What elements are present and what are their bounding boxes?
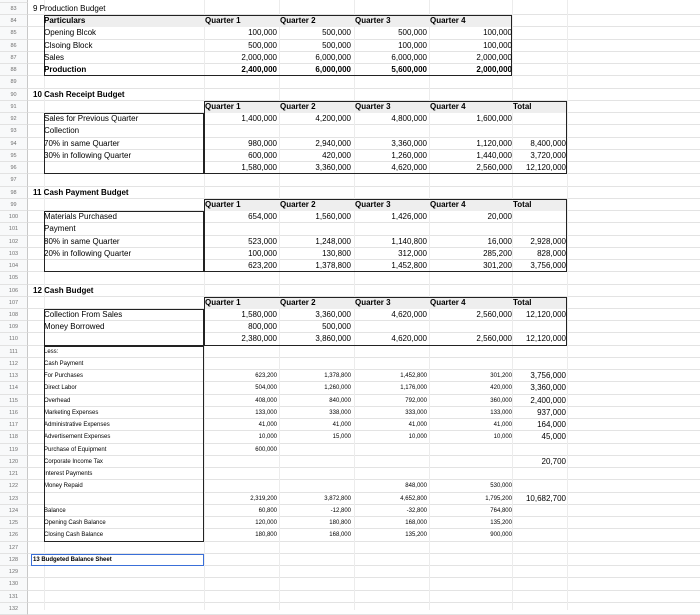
cell[interactable]: Total [513,297,532,307]
cell[interactable]: 2,319,200 [250,495,277,502]
row-header[interactable]: 89 [0,76,28,88]
cell[interactable]: Sales [44,52,65,62]
cell[interactable]: Administrative Expenses [44,422,110,429]
cell[interactable]: 301,200 [490,373,512,380]
grid-row[interactable] [28,76,700,88]
cell[interactable]: 168,000 [329,532,351,539]
cell[interactable]: Quarter 2 [280,101,316,111]
cell[interactable]: 20,700 [541,456,566,466]
cell[interactable]: 792,000 [405,397,427,404]
cell[interactable]: 100,000 [248,28,277,38]
cell[interactable]: 11 Cash Payment Budget [33,187,129,197]
cell[interactable]: 180,800 [255,532,277,539]
cell[interactable]: 1,560,000 [315,212,351,222]
row-header[interactable]: 127 [0,542,28,554]
cell[interactable]: 3,756,000 [530,371,566,381]
cell[interactable]: 6,000,000 [391,52,427,62]
row-header[interactable]: 131 [0,591,28,603]
row-header[interactable]: 111 [0,346,28,358]
cell[interactable]: 623,200 [248,261,277,271]
cell[interactable]: 1,248,000 [315,236,351,246]
cell[interactable]: 12 Cash Budget [33,285,94,295]
cell[interactable]: 5,600,000 [391,65,427,75]
cell[interactable]: Total [513,101,532,111]
cell[interactable]: 1,260,000 [324,385,351,392]
cell[interactable]: Opening Blcok [44,28,97,38]
row-header[interactable]: 113 [0,370,28,382]
cell[interactable]: Collection From Sales [44,310,123,319]
row-header[interactable]: 124 [0,505,28,517]
cell[interactable]: 1,378,800 [324,373,351,380]
cell[interactable]: 3,860,000 [315,334,351,344]
row-header[interactable]: 96 [0,162,28,174]
row-header[interactable]: 88 [0,64,28,76]
row-header[interactable]: 121 [0,468,28,480]
row-header[interactable]: 91 [0,101,28,113]
cell[interactable]: 848,000 [405,483,427,490]
cell[interactable]: 3,360,000 [315,310,351,319]
row-header[interactable]: 104 [0,260,28,272]
cell[interactable]: 100,000 [248,248,277,258]
cell[interactable]: 168,000 [405,520,427,527]
cell[interactable]: 12,120,000 [525,163,566,173]
row-header[interactable]: 86 [0,40,28,52]
cell[interactable]: 500,000 [398,28,427,38]
cell[interactable]: Quarter 2 [280,297,316,307]
cell[interactable]: 8,400,000 [530,138,566,148]
row-header[interactable]: 103 [0,248,28,260]
row-header[interactable]: 123 [0,493,28,505]
cell[interactable]: Money Repaid [44,483,83,490]
grid-row[interactable] [28,578,700,590]
row-header[interactable]: 106 [0,285,28,297]
cell[interactable]: 828,000 [537,248,566,258]
cell[interactable]: Particulars [44,16,86,26]
cell[interactable]: 133,000 [255,409,277,416]
cell[interactable]: 135,200 [490,520,512,527]
row-header[interactable]: 112 [0,358,28,370]
cell[interactable]: 100,000 [483,28,512,38]
cell[interactable]: 2,928,000 [530,236,566,246]
row-header[interactable]: 102 [0,236,28,248]
cell[interactable]: 3,720,000 [530,150,566,160]
cell[interactable]: Closing Cash Balance [44,532,104,539]
cell[interactable]: 3,872,800 [324,495,351,502]
row-header[interactable]: 105 [0,272,28,284]
cell[interactable]: 2,560,000 [476,334,512,344]
cell[interactable]: 500,000 [248,40,277,50]
cell[interactable]: 1,580,000 [241,310,277,319]
cell[interactable]: 500,000 [322,322,351,332]
cell[interactable]: Quarter 4 [430,101,466,111]
row-header[interactable]: 118 [0,431,28,443]
cell[interactable]: 2,000,000 [476,65,512,75]
cell[interactable]: 523,000 [248,236,277,246]
cell[interactable]: 15,000 [332,434,351,441]
cell[interactable]: 2,940,000 [315,138,351,148]
row-header[interactable]: 126 [0,529,28,541]
cell[interactable]: Cash Payment [44,360,84,367]
cell[interactable]: 1,600,000 [476,114,512,124]
cell[interactable]: 1,176,000 [400,385,427,392]
cell[interactable]: 1,452,800 [400,373,427,380]
cell[interactable]: Direct Labor [44,385,77,392]
cell[interactable]: 1,580,000 [241,163,277,173]
row-header[interactable]: 110 [0,333,28,345]
cell[interactable]: Total [513,199,532,209]
cell[interactable]: 100,000 [398,40,427,50]
cell[interactable]: Quarter 4 [430,199,466,209]
cell[interactable]: For Purchases [44,373,84,380]
cell[interactable]: 10 Cash Receipt Budget [33,89,125,99]
row-header[interactable]: 83 [0,3,28,15]
row-header[interactable]: 85 [0,27,28,39]
row-header[interactable]: 95 [0,150,28,162]
cell[interactable]: 840,000 [329,397,351,404]
cell[interactable]: 2,560,000 [476,163,512,173]
cell[interactable]: 654,000 [248,212,277,222]
row-header[interactable]: 116 [0,407,28,419]
grid-row[interactable] [28,591,700,603]
cell[interactable]: 980,000 [248,138,277,148]
cell[interactable]: 120,000 [255,520,277,527]
row-header[interactable]: 97 [0,174,28,186]
row-header[interactable]: 125 [0,517,28,529]
row-header[interactable]: 117 [0,419,28,431]
selected-cell[interactable] [31,554,204,566]
cell[interactable]: 623,200 [255,373,277,380]
cell[interactable]: 420,000 [490,385,512,392]
cell[interactable]: 4,620,000 [391,334,427,344]
row-header[interactable]: 90 [0,89,28,101]
cell[interactable]: Advertisement Expenses [44,434,111,441]
row-header[interactable]: 119 [0,444,28,456]
cell[interactable]: 41,000 [258,422,277,429]
grid-row[interactable] [28,174,700,186]
cell[interactable]: 130,800 [322,248,351,258]
row-header[interactable]: 101 [0,223,28,235]
cell[interactable]: 285,200 [483,248,512,258]
cell[interactable]: 600,000 [248,150,277,160]
row-header[interactable]: 128 [0,554,28,566]
cell[interactable]: 133,000 [490,409,512,416]
row-header[interactable]: 132 [0,603,28,615]
cell[interactable]: Quarter 1 [205,16,241,26]
cell[interactable]: 80% in same Quarter [44,236,120,246]
cell[interactable]: Balance [44,507,66,514]
cell[interactable]: 1,378,800 [315,261,351,271]
cell[interactable]: Materials Purchased [44,212,117,222]
cell[interactable]: Sales for Previous Quarter [44,114,139,124]
cell[interactable]: 6,000,000 [315,52,351,62]
cell[interactable]: 13 Budgeted Balance Sheet [33,556,112,563]
cell[interactable]: 41,000 [332,422,351,429]
cell[interactable]: 1,795,200 [485,495,512,502]
cell[interactable]: Overhead [44,397,71,404]
cell[interactable]: 420,000 [322,150,351,160]
cell[interactable]: Purchase of Equipment [44,446,107,453]
grid-row[interactable] [28,542,700,554]
cell[interactable]: 1,452,800 [391,261,427,271]
cell[interactable]: 180,800 [329,520,351,527]
cell[interactable]: 2,380,000 [241,334,277,344]
cell[interactable]: Quarter 1 [205,199,241,209]
row-header[interactable]: 120 [0,456,28,468]
row-header[interactable]: 84 [0,15,28,27]
cell[interactable]: Corporate Income Tax [44,458,103,465]
row-header[interactable]: 98 [0,187,28,199]
row-header[interactable]: 129 [0,566,28,578]
cell[interactable]: Quarter 3 [355,199,391,209]
cell[interactable]: 530,000 [490,483,512,490]
cell[interactable]: Clsoing Block [44,40,93,50]
cell[interactable]: 500,000 [322,40,351,50]
cell[interactable]: -32,800 [406,507,427,514]
cell[interactable]: 4,800,000 [391,114,427,124]
cell[interactable]: 1,400,000 [241,114,277,124]
cell[interactable]: 1,260,000 [391,150,427,160]
cell[interactable]: 6,000,000 [315,65,351,75]
cell[interactable]: 3,360,000 [391,138,427,148]
row-header[interactable]: 93 [0,125,28,137]
cell[interactable]: Interest Payments [44,471,93,478]
cell[interactable]: 900,000 [490,532,512,539]
row-header[interactable]: 87 [0,52,28,64]
cell[interactable]: 3,360,000 [530,383,566,393]
cell[interactable]: Money Borrowed [44,322,105,332]
cell[interactable]: 41,000 [493,422,512,429]
cell[interactable]: 45,000 [541,432,566,442]
cell[interactable]: 312,000 [398,248,427,258]
cell[interactable]: 60,800 [258,507,277,514]
cell[interactable]: 333,000 [405,409,427,416]
cell[interactable]: 100,000 [483,40,512,50]
cell[interactable]: 10,000 [408,434,427,441]
cell[interactable]: 4,200,000 [315,114,351,124]
cell[interactable]: Quarter 2 [280,16,316,26]
cell[interactable]: 937,000 [537,407,566,417]
cell[interactable]: 20,000 [487,212,512,222]
cell[interactable]: 20% in following Quarter [44,248,132,258]
cell[interactable]: 135,200 [405,532,427,539]
row-header[interactable]: 100 [0,211,28,223]
cell[interactable]: 16,000 [487,236,512,246]
cell[interactable]: 2,400,000 [241,65,277,75]
cell[interactable]: 2,560,000 [476,310,512,319]
cell[interactable]: Quarter 3 [355,297,391,307]
cell[interactable]: Quarter 1 [205,297,241,307]
cell[interactable]: 12,120,000 [525,310,566,319]
cell[interactable]: 70% in same Quarter [44,138,120,148]
cell[interactable]: 10,682,700 [525,493,566,503]
cell[interactable]: 30% in following Quarter [44,150,132,160]
cell[interactable]: 9 Production Budget [33,4,106,13]
row-header[interactable]: 99 [0,199,28,211]
row-header[interactable]: 108 [0,309,28,321]
grid-row[interactable] [28,566,700,578]
cell[interactable]: 301,200 [483,261,512,271]
column-gridline [567,0,568,610]
row-header[interactable]: 107 [0,297,28,309]
cell[interactable]: 1,120,000 [476,138,512,148]
cell[interactable]: -12,800 [330,507,351,514]
cell[interactable]: 500,000 [322,28,351,38]
cell[interactable]: 4,620,000 [391,310,427,319]
cell[interactable]: 41,000 [408,422,427,429]
cell[interactable]: 408,000 [255,397,277,404]
row-header[interactable]: 122 [0,480,28,492]
cell[interactable]: 1,426,000 [391,212,427,222]
cell[interactable]: Collection [44,126,80,136]
row-header[interactable]: 130 [0,578,28,590]
row-header[interactable]: 94 [0,138,28,150]
cell[interactable]: 10,000 [493,434,512,441]
cell[interactable]: 2,000,000 [241,52,277,62]
cell[interactable]: Payment [44,224,76,234]
cell[interactable]: 2,000,000 [476,52,512,62]
row-header[interactable]: 115 [0,395,28,407]
grid-row[interactable] [28,603,700,615]
cell[interactable]: 1,140,800 [391,236,427,246]
cell[interactable]: Quarter 1 [205,101,241,111]
cell[interactable]: 3,756,000 [530,261,566,271]
cell[interactable]: 12,120,000 [525,334,566,344]
cell[interactable]: 2,400,000 [530,395,566,405]
row-header[interactable]: 109 [0,321,28,333]
cell[interactable]: Quarter 2 [280,199,316,209]
cell[interactable]: Production [44,65,87,75]
cell[interactable]: Quarter 3 [355,101,391,111]
cell[interactable]: 360,000 [490,397,512,404]
cell[interactable]: 4,620,000 [391,163,427,173]
cell[interactable]: 3,360,000 [315,163,351,173]
cell[interactable]: 764,800 [490,507,512,514]
cell[interactable]: 800,000 [248,322,277,332]
cell[interactable]: 4,652,800 [400,495,427,502]
cell[interactable]: Opening Cash Balance [44,520,106,527]
grid-row[interactable] [28,272,700,284]
cell[interactable]: 600,000 [255,446,277,453]
cell[interactable]: Quarter 3 [355,16,391,26]
cell[interactable]: 1,440,000 [476,150,512,160]
cell[interactable]: Quarter 4 [430,16,466,26]
cell[interactable]: 338,000 [329,409,351,416]
cell[interactable]: Less: [44,348,59,355]
row-header[interactable]: 92 [0,113,28,125]
cell[interactable]: Marketing Expenses [44,409,99,416]
cell[interactable]: 10,000 [258,434,277,441]
row-header-top [0,0,28,3]
cell[interactable]: 504,000 [255,385,277,392]
row-header[interactable]: 114 [0,382,28,394]
cell[interactable]: Quarter 4 [430,297,466,307]
cell[interactable]: 164,000 [537,420,566,430]
